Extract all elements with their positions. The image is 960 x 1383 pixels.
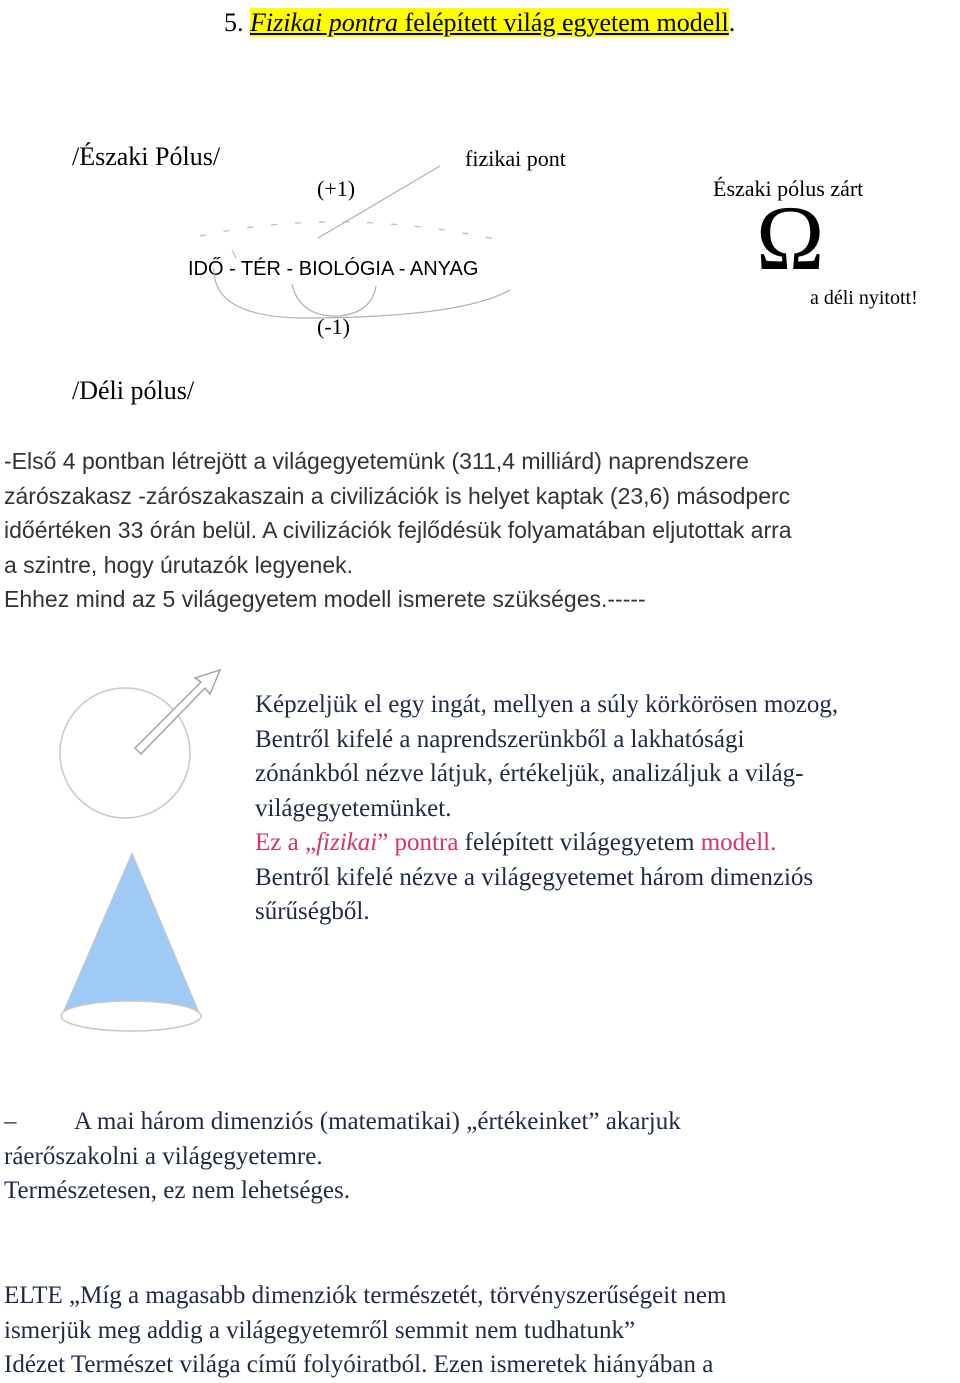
- quote-block: [4, 1279, 726, 1383]
- ez-a-text: Ez a: [255, 829, 305, 856]
- quote-line: ismerjük meg addig a világegyetemről semmit nem tudhatunk”: [4, 1316, 636, 1344]
- quote-line: ELTE „Míg a magasabb dimenziók természetét, törvényszerűségeit nem: [4, 1282, 727, 1309]
- statement-block: [4, 1105, 681, 1209]
- pendulum-line: világegyetemünket.: [255, 794, 452, 822]
- pendulum-line: Képzeljük el egy ingát, mellyen a súly körkörösen mozog,: [255, 691, 839, 718]
- intro-line: Ehhez mind az 5 világegyetem modell ismerete szükséges.-----: [4, 586, 646, 612]
- statement-dash: –: [4, 1108, 17, 1135]
- pendulum-circle: [60, 688, 190, 818]
- pendulum-line: zónánkból nézve látjuk, értékeljük, analizáljuk a világ-: [255, 760, 804, 787]
- title-rest: felépített világ egyetem modell: [398, 8, 729, 37]
- upper-dashed-arc: [200, 222, 500, 240]
- pendulum-figure: [40, 660, 280, 1040]
- north-closed-label: Északi pólus zárt: [713, 176, 864, 201]
- title-number: 5.: [224, 8, 244, 37]
- title-dot: .: [728, 8, 736, 37]
- intro-line: zárószakasz -zárószakaszain a civilizációk is helyet kaptak (23,6) másodperc: [4, 482, 791, 509]
- intro-line: a szintre, hogy úrutazók legyenek.: [4, 551, 354, 578]
- tick-mark: [232, 250, 236, 258]
- quote-open: „: [304, 829, 317, 856]
- lower-arc-large: [214, 268, 510, 318]
- quote-line: Idézet Természet világa című folyóiratból. Ezen ismeretek hiányában a: [4, 1351, 714, 1378]
- statement-first-line: [4, 1105, 681, 1140]
- minus-one-label: (-1): [317, 314, 350, 339]
- intro-line: -Első 4 pontban létrejött a világegyetemünk (311,4 milliárd) naprendszere: [4, 448, 749, 474]
- pendulum-line: sűrűségből.: [255, 898, 370, 925]
- pontra-text: pontra: [394, 829, 459, 856]
- south-open-label: a déli nyitott!: [810, 287, 918, 309]
- cone-body: [62, 853, 200, 1015]
- cone-base: [61, 1001, 201, 1031]
- north-pole-label: /Északi Pólus/: [72, 142, 221, 171]
- statement-line: ráerőszakolni a világegyetemre.: [4, 1142, 323, 1170]
- fizikai-text: fizikai: [316, 829, 378, 856]
- plus-one-label: (+1): [317, 176, 356, 201]
- title-emphasis: Fizikai pontra: [250, 8, 399, 37]
- intro-line: időértéken 33 órán belül. A civilizációk fejlődésük folyamatában eljutottak arra: [4, 517, 792, 543]
- intro-paragraph: [4, 444, 792, 617]
- felepitett-text: felépített világegyetem: [458, 829, 701, 856]
- statement-line: A mai három dimenziós (matematikai) „értékeinket” akarjuk: [74, 1108, 681, 1135]
- pointer-line: [318, 166, 440, 238]
- highlight-line: [255, 826, 838, 861]
- lower-arc-small: [292, 284, 376, 316]
- pendulum-line: Bentről kifelé a naprendszerünkből a lakhatósági: [255, 725, 745, 753]
- modell-text: modell.: [700, 829, 777, 856]
- pendulum-text: [255, 688, 838, 930]
- sequence-label: IDŐ - TÉR - BIOLÓGIA - ANYAG: [188, 258, 479, 280]
- statement-line: Természetesen, ez nem lehetséges.: [4, 1177, 350, 1204]
- south-pole-label: /Déli pólus/: [72, 376, 195, 405]
- omega-symbol: Ω: [756, 187, 825, 289]
- physical-point-label: fizikai pont: [465, 146, 566, 171]
- pendulum-line: Bentről kifelé nézve a világegyetemet három dimenziós: [255, 863, 814, 891]
- quote-close: ”: [377, 829, 395, 856]
- pole-diagram-lines: [0, 0, 960, 400]
